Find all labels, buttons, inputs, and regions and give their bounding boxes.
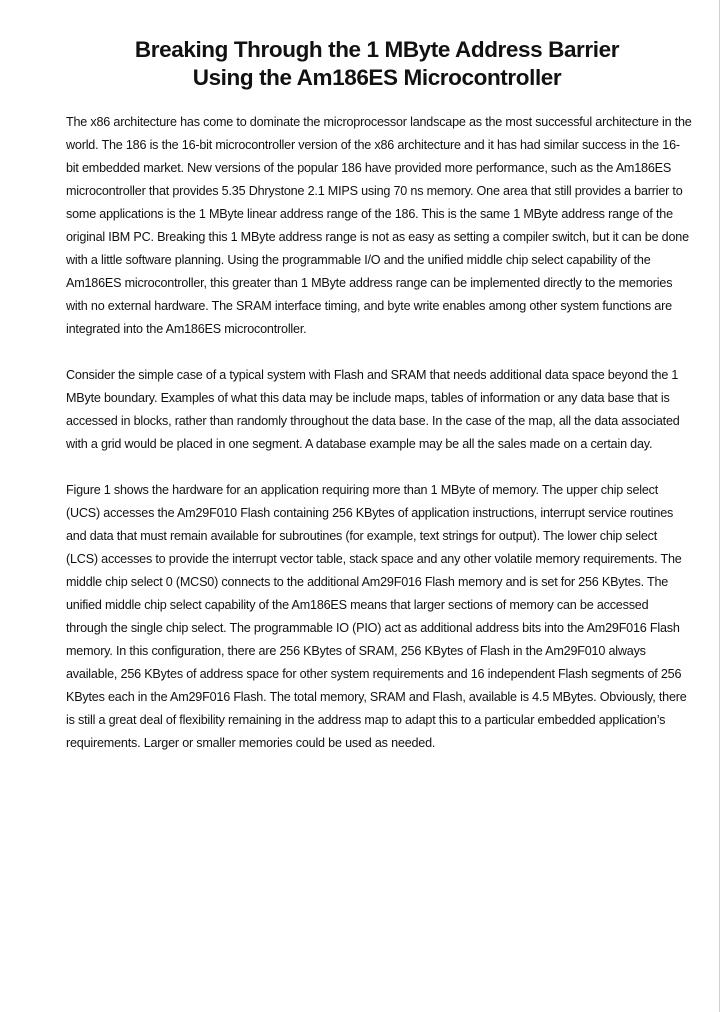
body-paragraph-example: Consider the simple case of a typical system with Flash and SRAM that needs additional data space beyond the 1 MByte boundary. Examples of what this data may be include maps, tables of information or any data base that is accessed in blocks, rather than randomly throughout the data base. In the case of the map, all the data associated with a grid would be placed in one segment. A database example may be all the sales made on a certain day. [66, 368, 680, 451]
body-paragraph-intro: The x86 architecture has come to dominate the microprocessor landscape as the most successful architecture in the world. The 186 is the 16-bit microcontroller version of the x86 architecture and it has had similar success in the 16-bit embedded market. New versions of the popular 186 have provided more performance, such as the Am186ES microcontroller that provides 5.35 Dhrystone 2.1 MIPS using 70 ns memory. One area that still provides a barrier to some applications is the 1 MByte linear address range of the 186. This is the same 1 MByte address range of the original IBM PC. Breaking this 1 MByte address range is not as easy as setting a compiler switch, but it can be done with a little software planning. Using the programmable I/O and the unified middle chip select capability of the Am186ES microcontroller, this greater than 1 MByte address range can be implemented directly to the memories with no external hardware. The SRAM interface timing, and byte write enables among other system functions are integrated into the Am186ES microcontroller. [66, 115, 692, 336]
body-paragraph-figure-1: Figure 1 shows the hardware for an application requiring more than 1 MByte of memory. The upper chip select (UCS) accesses the Am29F010 Flash containing 256 KBytes of application instructions, interrupt service routines and data that must remain available for subroutines (for example, text strings for output). The lower chip select (LCS) accesses to provide the interrupt vector table, stack space and any other volatile memory requirements. The middle chip select 0 (MCS0) connects to the additional Am29F016 Flash memory and is set for 256 KBytes. The unified middle chip select capability of the Am186ES means that larger sections of memory can be accessed through the single chip select. The programmable IO (PIO) act as additional address bits into the Am29F016 Flash memory. In this configuration, there are 256 KBytes of SRAM, 256 KBytes of Flash in the Am29F010 always available, 256 KBytes of address space for other system requirements and 16 independent Flash segments of 256 KBytes each in the Am29F016 Flash. The total memory, SRAM and Flash, available is 4.5 MBytes. Obviously, there is still a great deal of flexibility remaining in the address map to adapt this to a particular embedded application’s requirements. Larger or smaller memories could be used as needed. [66, 483, 687, 750]
document-title-line-2: Using the Am186ES Microcontroller [192, 65, 562, 90]
document-title-line-1: Breaking Through the 1 MByte Address Barrier [134, 37, 620, 62]
